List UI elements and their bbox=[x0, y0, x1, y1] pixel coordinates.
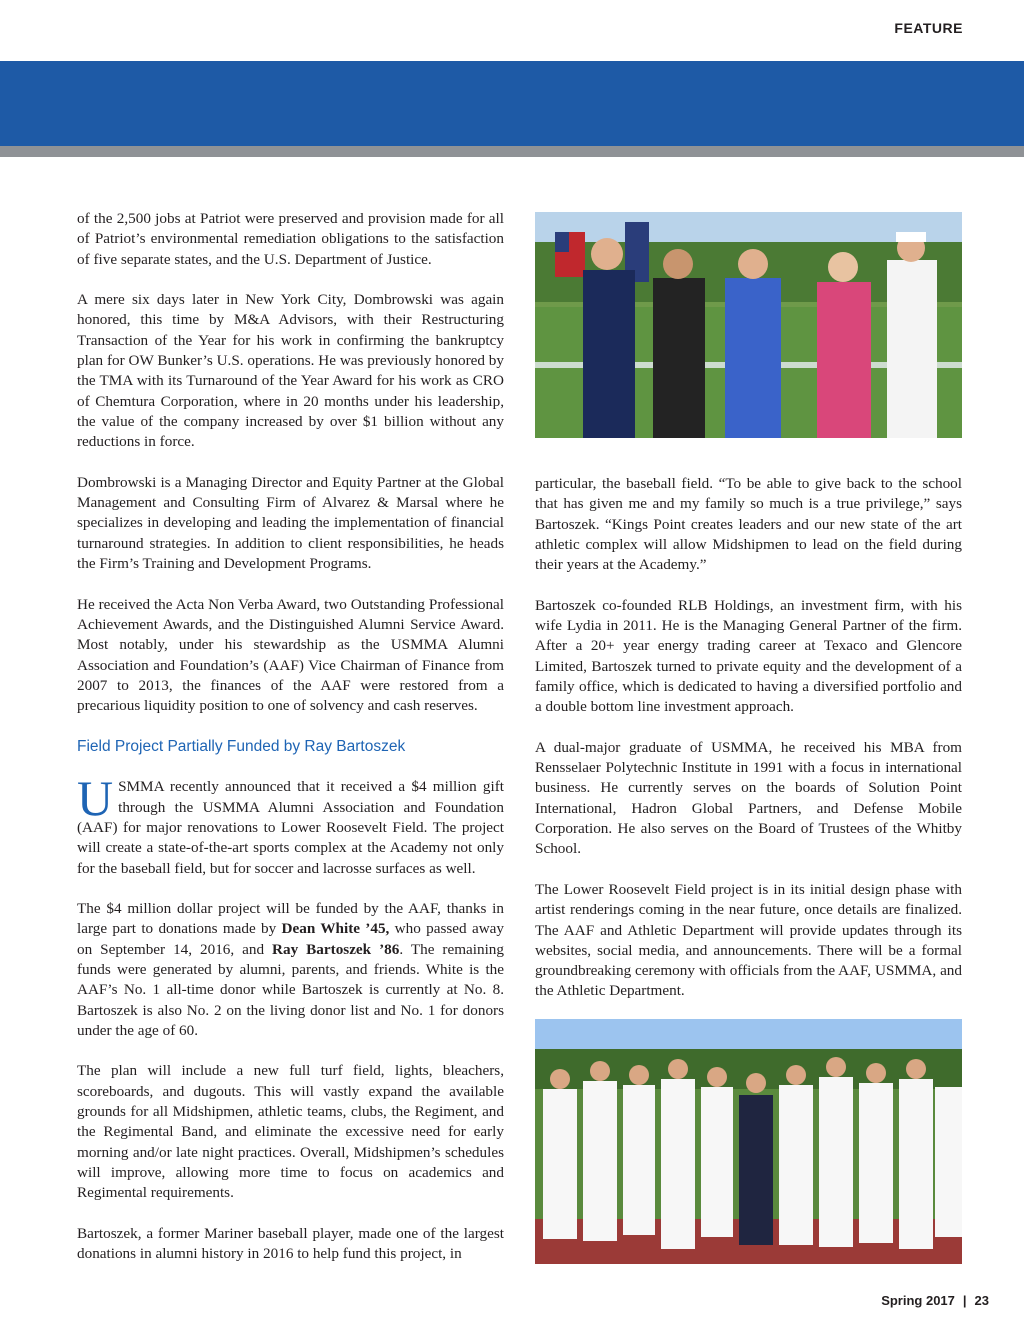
paragraph: The plan will include a new full turf field, lights, bleachers, scoreboards, and dugouts. This will vastly expand the available grounds for all Midshipmen, athletic teams, clubs, the Regiment, and the Regimental Band, and eliminate the excessive need for early morning and/or late night practices. Overall, Midshipmen’s schedules will improve, allowing more time to focus on academics and Regimental requirements. bbox=[77, 1062, 504, 1202]
donor-name: Dean White ’45, bbox=[281, 920, 390, 938]
lead-text: SMMA recently announced that it received a $4 million gift through the USMMA Alumni Association and Foundation (AAF) for major renovations to Lower Roosevelt Field. The project will create a state-of-the-art sports complex at the Academy not only for the baseball field, but for soccer and lacrosse surfaces as well. bbox=[77, 778, 504, 877]
left-column bbox=[77, 209, 504, 1285]
paragraph: Bartoszek, a former Mariner baseball player, made one of the largest donations in alumni history in 2016 to help fund this project, in bbox=[77, 1224, 504, 1263]
paragraph: Dombrowski is a Managing Director and Equity Partner at the Global Management and Consulting Firm of Alvarez & Marsal where he specializes in developing and leading the implementation of financial turnaround strategies. In addition to client responsibilities, he heads the Firm’s Training and Development Programs. bbox=[77, 473, 504, 573]
page-footer bbox=[881, 1293, 989, 1308]
paragraph: A mere six days later in New York City, Dombrowski was again honored, this time by M&A Advisors, with their Restructuring Transaction of the Year for his work in confirming the bankruptcy plan for OW Bunker’s U.S. operations. He was previously honored by the TMA with its Turnaround of the Year Award for his work as CRO of Chemtura Corporation, where in 20 months under his leadership, the value of the company increased by over $1 billion without any reductions in force. bbox=[77, 291, 504, 451]
paragraph: of the 2,500 jobs at Patriot were preserved and provision made for all of Patriot’s environmental remediation obligations to the satisfaction of five separate states, and the U.S. Department of Justice. bbox=[77, 210, 504, 268]
paragraph bbox=[77, 899, 504, 1041]
section-label: FEATURE bbox=[894, 20, 963, 36]
text-run: who passed away on September 14, 2016, and bbox=[77, 920, 504, 958]
donor-name: Ray Bartoszek ’86 bbox=[272, 940, 400, 958]
issue-label: Spring 2017 bbox=[881, 1293, 955, 1308]
header-rule bbox=[0, 146, 1024, 157]
paragraph: particular, the baseball field. “To be able to give back to the school that has given me and my family so much is a true privilege,” says Bartoszek. “Kings Point creates leaders and our new state of the art athletic complex will allow Midshipmen to lead on the field during their years at the Academy.” bbox=[535, 475, 962, 574]
drop-cap: U bbox=[77, 770, 114, 827]
group-photo-field bbox=[535, 212, 962, 438]
group-photo-midshipmen bbox=[535, 1019, 962, 1264]
lead-paragraph bbox=[77, 770, 504, 878]
text-run: . The remaining funds were generated by alumni, parents, and friends. White is the AAF’s No. 1 all-time donor while Bartoszek is currently at No. 8. Bartoszek is also No. 2 on the living donor list and No. 1 for donors under the age of 60. bbox=[77, 940, 504, 1039]
paragraph: A dual-major graduate of USMMA, he received his MBA from Rensselaer Polytechnic Institute in 1991 with a focus in international business. He currently serves on the boards of Solution Point International, Hadron Global Partners, and Defense Mobile Corporation. He also serves on the Board of Trustees of the Whitby School. bbox=[535, 738, 962, 858]
footer-separator: | bbox=[962, 1293, 967, 1308]
text-run: The $4 million dollar project will be funded by the AAF, thanks in large part to donations made by bbox=[77, 900, 504, 938]
right-column bbox=[535, 474, 962, 1022]
paragraph: The Lower Roosevelt Field project is in its initial design phase with artist renderings coming in the near future, once details are finalized. The AAF and Athletic Department will provide updates through its websites, social media, and announcements. There will be a formal groundbreaking ceremony with officials from the AAF, USMMA, and the Athletic Department. bbox=[535, 880, 962, 1000]
paragraph: He received the Acta Non Verba Award, two Outstanding Professional Achievement Awards, and the Distinguished Alumni Service Award. Most notably, under his stewardship as the USMMA Alumni Association and Foundation’s (AAF) Vice Chairman of Finance from 2007 to 2013, the finances of the AAF were restored from a precarious liquidity position to one of solvency and cash reserves. bbox=[77, 595, 504, 715]
paragraph: Bartoszek co-founded RLB Holdings, an investment firm, with his wife Lydia in 2011. He is the Managing General Partner of the firm. After a 20+ year energy trading career at Texaco and Glencore Limited, Bartoszek turned to private equity and the development of a family office, which is dedicated to having a diversified portfolio and a double bottom line investment approach. bbox=[535, 596, 962, 716]
section-subhead: Field Project Partially Funded by Ray Bartoszek bbox=[77, 737, 406, 755]
header-banner bbox=[0, 61, 1024, 146]
page-number: 23 bbox=[974, 1293, 989, 1308]
